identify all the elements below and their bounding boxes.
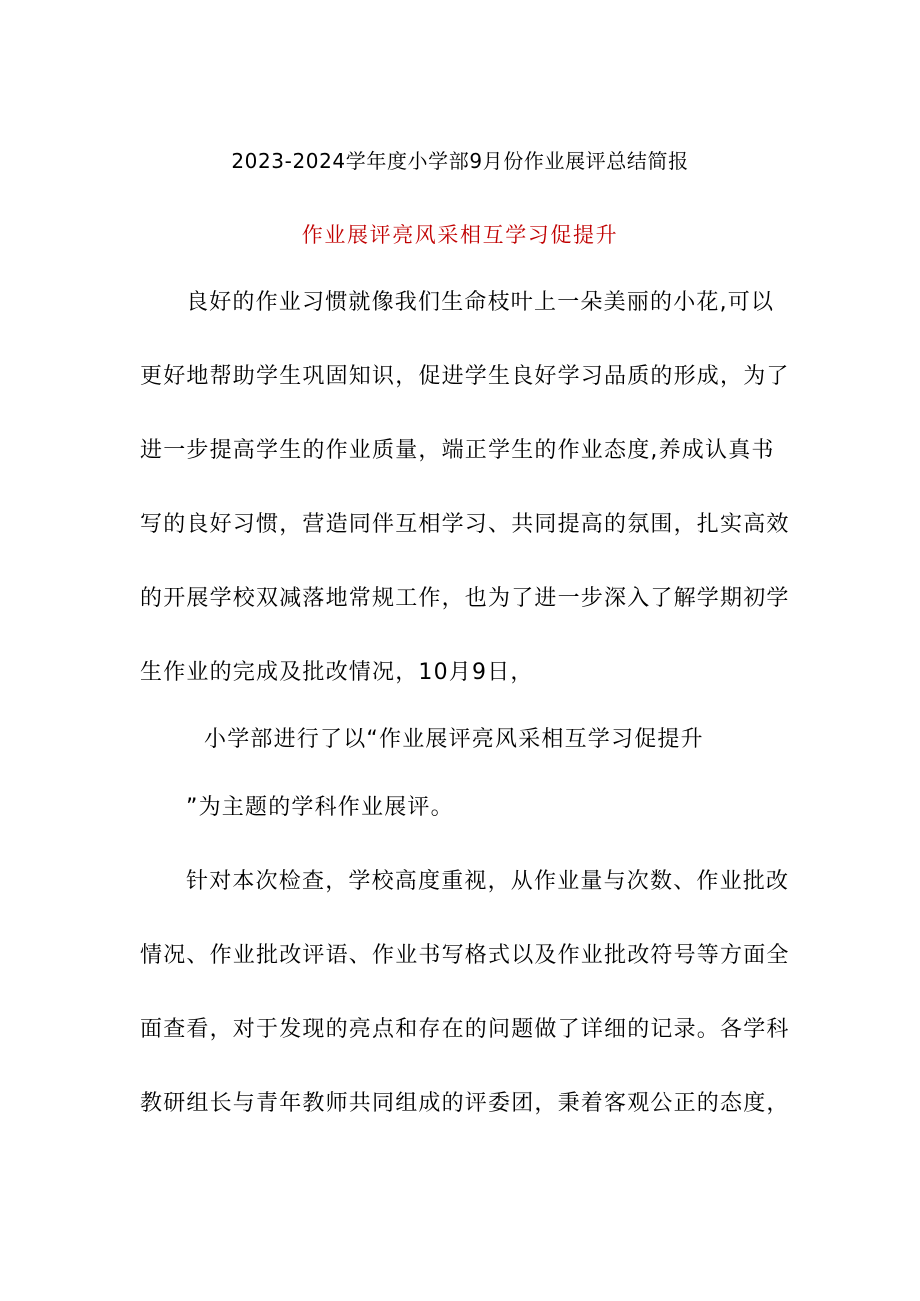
paragraph-line: 面查看，对于发现的亮点和存在的问题做了详细的记录。各学科 — [140, 1017, 790, 1042]
paragraph-line: 小学部进行了以“作业展评亮风采相互学习促提升 — [204, 727, 704, 752]
document-subtitle: 作业展评亮风采相互学习促提升 — [301, 223, 619, 247]
paragraph-line: 的开展学校双减落地常规工作，也为了进一步深入了解学期初学 — [140, 586, 790, 611]
paragraph-line: 教研组长与青年教师共同组成的评委团，秉着客观公正的态度， — [140, 1091, 790, 1116]
paragraph-line: 针对本次检查，学校高度重视，从作业量与次数、作业批改 — [186, 869, 790, 894]
paragraph-line: 更好地帮助学生巩固知识，促进学生良好学习品质的形成，为了 — [140, 364, 790, 389]
paragraph-line: 写的良好习惯，营造同伴互相学习、共同提高的氛围，扎实高效 — [140, 512, 790, 537]
document-title: 2023-2024学年度小学部9月份作业展评总结简报 — [231, 149, 689, 173]
paragraph-line: 情况、作业批改评语、作业书写格式以及作业批改符号等方面全 — [140, 943, 790, 968]
paragraph-line: ”为主题的学科作业展评。 — [186, 795, 454, 820]
paragraph-line: 生作业的完成及批改情况，10月9日， — [140, 660, 534, 685]
paragraph-line: 进一步提高学生的作业质量，端正学生的作业态度,养成认真书 — [140, 438, 775, 463]
paragraph-line: 良好的作业习惯就像我们生命枝叶上一朵美丽的小花,可以 — [186, 290, 775, 315]
